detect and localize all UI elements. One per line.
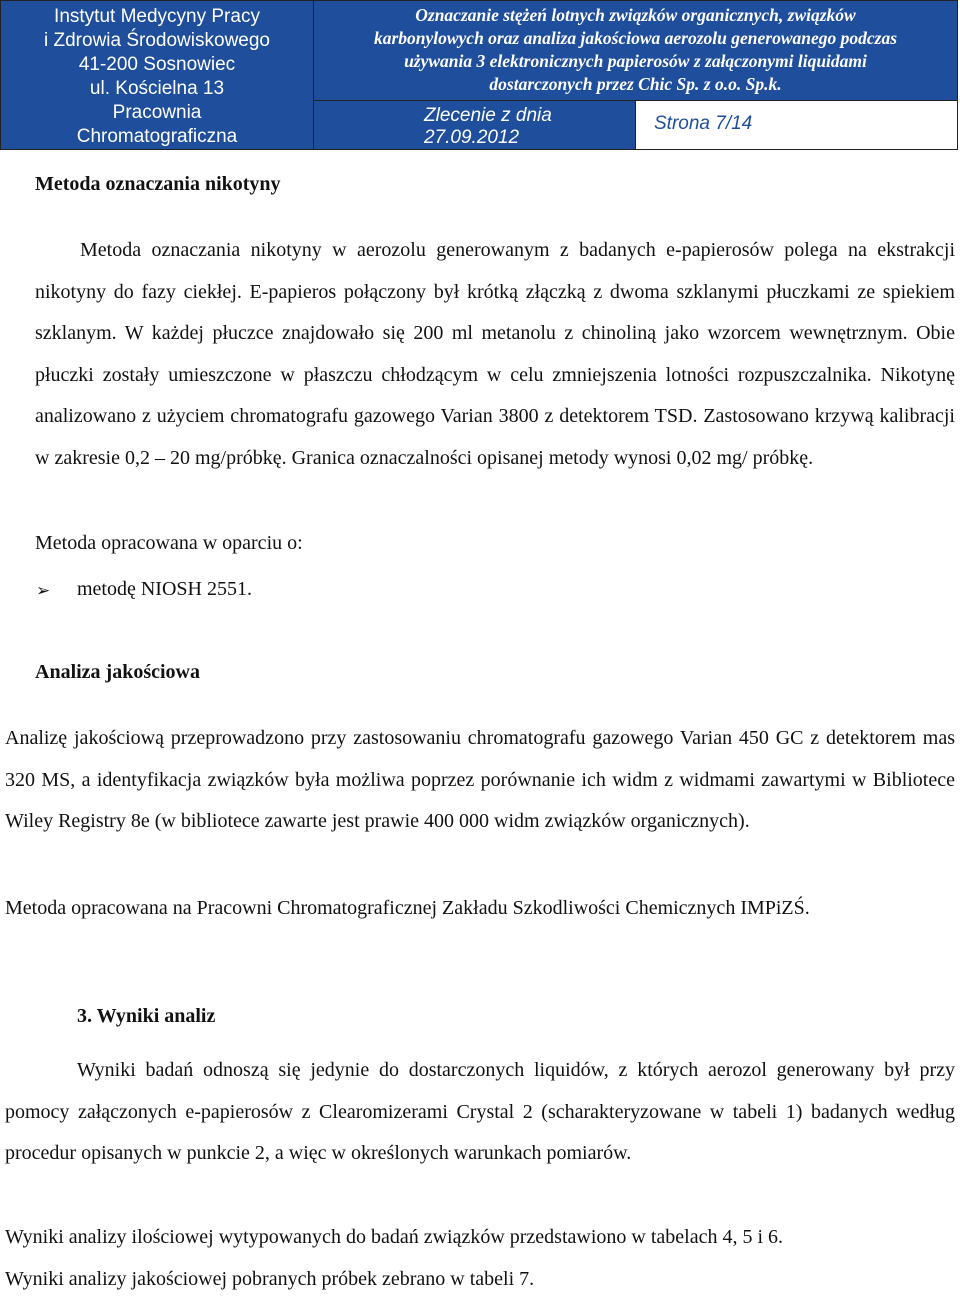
results-paragraph: Wyniki badań odnoszą się jedynie do dostarczonych liquidów, z których aerozol generowany był przy pomocy załączonych e-papierosów z Clearomizerami Crystal 2 (scharakteryzowane w tabeli 1) badanych według procedur opisanych w punkcie 2, a więc w określonych warunkach pomiarów.: [5, 1059, 955, 1164]
institute-line: Pracownia: [112, 102, 202, 123]
institute-line: Chromatograficzna: [76, 126, 238, 147]
qualitative-method-source: Metoda opracowana na Pracowni Chromatograficznej Zakładu Szkodliwości Chemicznych IMPiZŚ.: [5, 897, 810, 919]
bullet-arrow-icon: ➢: [36, 581, 51, 601]
qualitative-analysis-paragraph: Analizę jakościową przeprowadzono przy zastosowaniu chromatografu gazowego Varian 450 GC z detektorem mas 320 MS, a identyfikacja związków była możliwa poprzez porównanie ich widm z widmami zawartymi w Bibliotece Wiley Registry 8e (w bibliotece zawarte jest prawie 400 000 widm związków organicznych).: [5, 727, 955, 832]
institute-line: ul. Kościelna 13: [89, 78, 225, 99]
report-title-line: Oznaczanie stężeń lotnych związków organicznych, związków: [415, 5, 856, 25]
document-header: [0, 0, 958, 150]
report-title-line: karbonylowych oraz analiza jakościowa aerozolu generowanego podczas: [373, 28, 898, 48]
bullet-item-niosh: metodę NIOSH 2551.: [77, 578, 252, 600]
section-heading-nicotine: Metoda oznaczania nikotyny: [35, 173, 281, 195]
results-qualitative-note: Wyniki analizy jakościowej pobranych próbek zebrano w tabeli 7.: [5, 1268, 535, 1290]
method-basis-text: Metoda opracowana w oparciu o:: [35, 532, 303, 554]
order-date-cell: [314, 101, 636, 150]
institute-line: Instytut Medycyny Pracy: [54, 6, 260, 27]
page-number-cell: [636, 101, 958, 150]
page-number: Strona 7/14: [654, 113, 753, 134]
order-date: Zlecenie z dnia 27.09.2012: [424, 105, 552, 148]
institute-block: [1, 1, 314, 150]
section-heading-qualitative: Analiza jakościowa: [35, 661, 200, 683]
nicotine-method-paragraph: Metoda oznaczania nikotyny w aerozolu generowanym z badanych e-papierosów polega na ekstrakcji nikotyny do fazy ciekłej. E-papieros połączony był krótką złączką z dwoma szklanymi płuczkami ze spiekiem szklanym. W każdej płuczce znajdowało się 200 ml metanolu z chinoliną jako wzorcem wewnętrznym. Obie płuczki zostały umieszczone w płaszczu chłodzącym w celu zmniejszenia lotności rozpuszczalnika. Nikotynę analizowano z użyciem chromatografu gazowego Varian 3800 z detektorem TSD. Zastosowano krzywą kalibracji w zakresie 0,2 – 20 mg/próbkę. Granica oznaczalności opisanej metody wynosi 0,02 mg/ próbkę.: [35, 239, 955, 469]
institute-line: 41-200 Sosnowiec: [78, 54, 236, 75]
institute-line: i Zdrowia Środowiskowego: [44, 30, 270, 51]
report-title-line: używania 3 elektronicznych papierosów z załączonymi liquidami: [404, 51, 867, 71]
report-title-line: dostarczonych przez Chic Sp. z o.o. Sp.k.: [489, 74, 782, 94]
results-quantitative-note: Wyniki analizy ilościowej wytypowanych do badań związków przedstawiono w tabelach 4, 5 i 6.: [5, 1226, 784, 1248]
report-title-block: [314, 1, 958, 101]
section-heading-results: 3. Wyniki analiz: [77, 1005, 216, 1027]
